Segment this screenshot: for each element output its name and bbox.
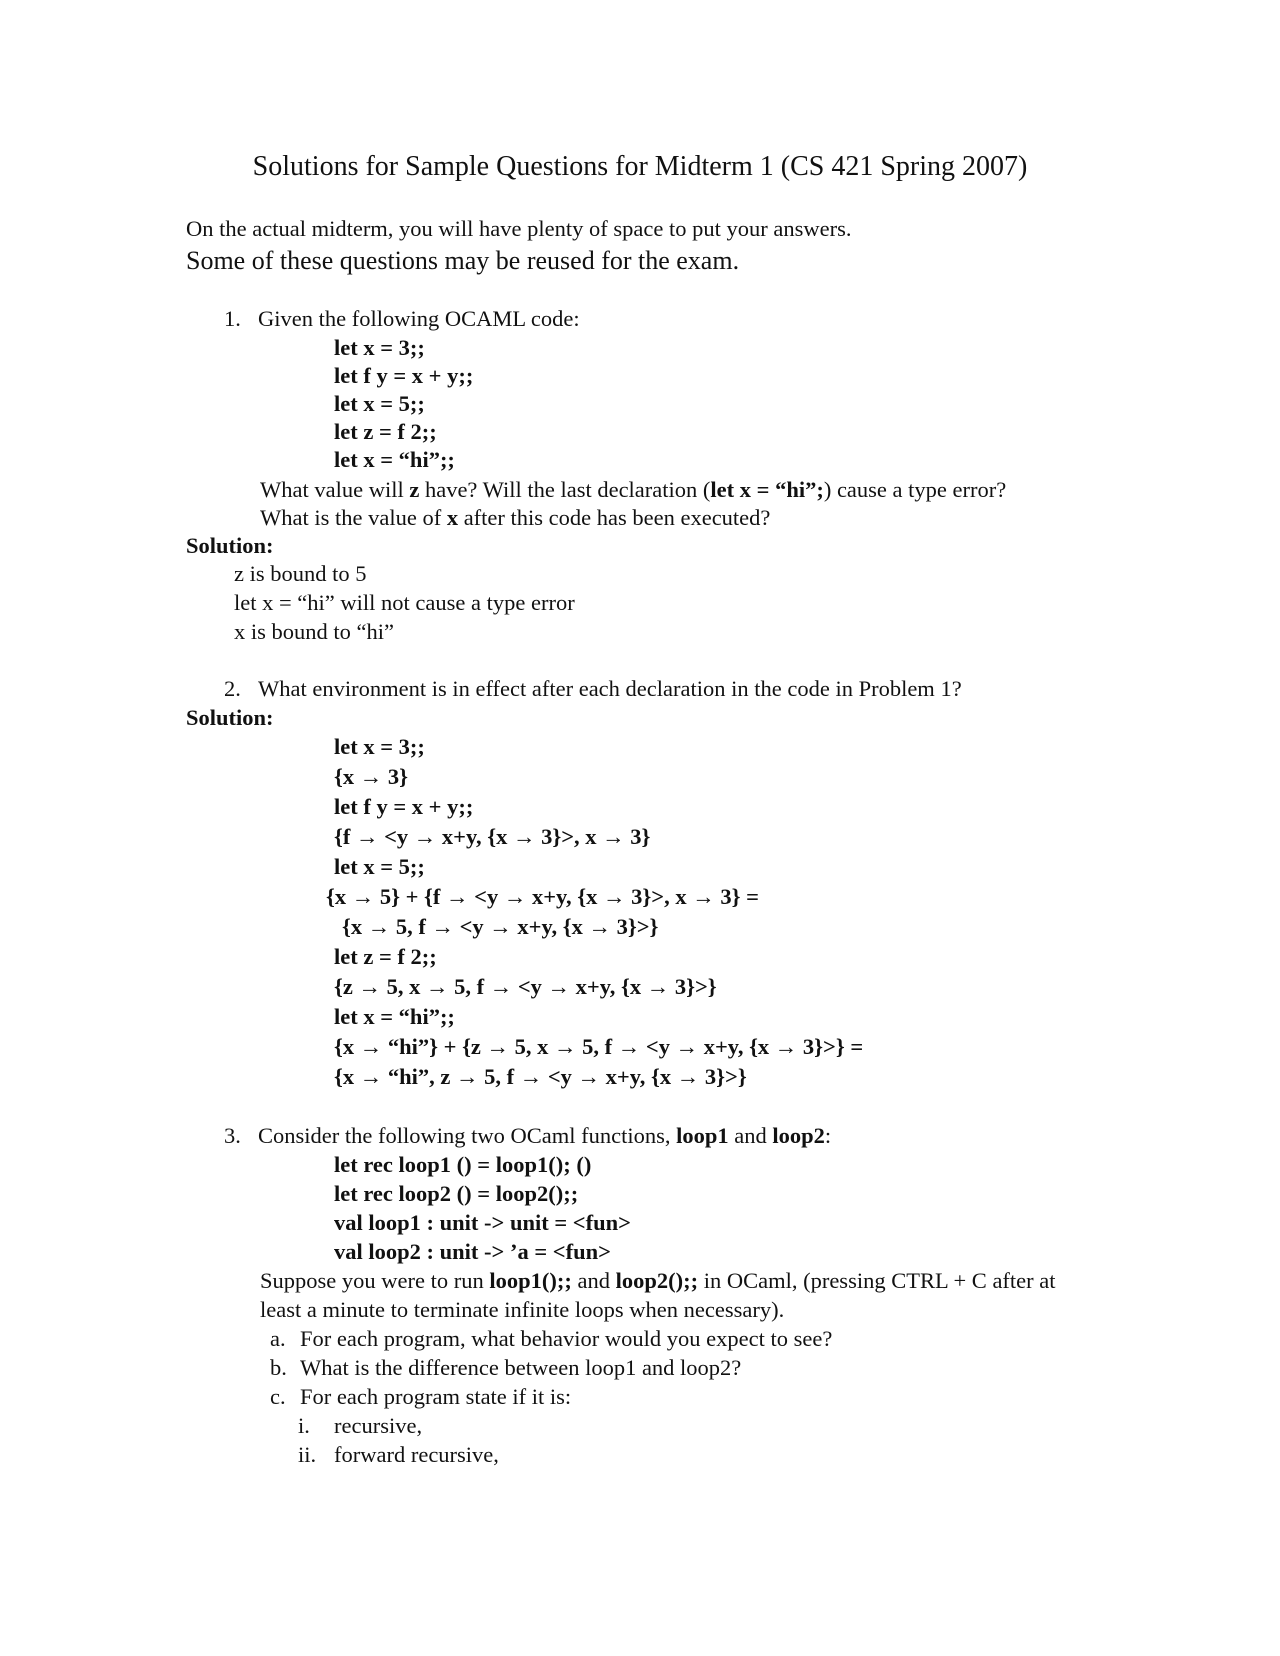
q2-env-line: let x = 3;; — [334, 734, 425, 759]
page-title: Solutions for Sample Questions for Midterm 1 (CS 421 Spring 2007) — [252, 151, 1028, 182]
q1-solution-label: Solution: — [186, 533, 274, 558]
q2-env-line: {x → 3} — [334, 764, 408, 789]
q2-solution-label: Solution: — [186, 705, 274, 730]
q3-part-item: c. For each program state if it is: — [270, 1384, 572, 1409]
question-2-number: 2. — [224, 676, 241, 701]
q3-code-line: val loop1 : unit -> unit = <fun> — [334, 1210, 631, 1235]
q3-code-line: let rec loop1 () = loop1(); () — [334, 1152, 592, 1177]
question-1-prompt-text: Given the following OCAML code: — [258, 306, 580, 331]
q3-subpart-item: i. recursive, — [298, 1413, 423, 1438]
q2-env-line: let x = “hi”;; — [334, 1004, 455, 1029]
q3-code-line: let rec loop2 () = loop2();; — [334, 1181, 579, 1206]
q2-env-line: {z → 5, x → 5, f → <y → x+y, {x → 3}>} — [334, 974, 717, 999]
q1-code-line: let x = 5;; — [334, 391, 425, 416]
intro-line-1: On the actual midterm, you will have plenty of space to put your answers. — [186, 216, 852, 241]
question-2-prompt — [224, 675, 962, 703]
q3-code-line: val loop2 : unit -> ’a = <fun> — [334, 1239, 611, 1264]
q1-code-line: let f y = x + y;; — [334, 363, 474, 388]
q2-env-line: {x → 5, f → <y → x+y, {x → 3}>} — [342, 914, 659, 939]
q2-env-line: let f y = x + y;; — [334, 794, 474, 819]
q3-part-item: b. What is the difference between loop1 and loop2? — [270, 1355, 742, 1380]
q3-subpart-item: ii. forward recursive, — [298, 1442, 499, 1467]
question-2-prompt-text: What environment is in effect after each declaration in the code in Problem 1? — [258, 676, 962, 701]
q1-code-line: let z = f 2;; — [334, 419, 437, 444]
intro-line-2: Some of these questions may be reused for the exam. — [186, 246, 740, 275]
q3-paragraph-line-1: Suppose you were to run loop1();; and loop2();; in OCaml, (pressing CTRL + C after at — [260, 1268, 1056, 1293]
question-1-number: 1. — [224, 306, 241, 331]
q2-env-line: let x = 5;; — [334, 854, 425, 879]
q1-answer-line: let x = “hi” will not cause a type error — [234, 590, 575, 615]
q1-answer-line: x is bound to “hi” — [234, 619, 394, 644]
q2-env-line: {f → <y → x+y, {x → 3}>, x → 3} — [334, 824, 651, 849]
q1-question-line-1: What value will z have? Will the last declaration (let x = “hi”;) cause a type error? — [260, 477, 1007, 502]
q2-env-line: let z = f 2;; — [334, 944, 437, 969]
q3-paragraph-line-2: least a minute to terminate infinite loops when necessary). — [260, 1297, 785, 1322]
question-1-prompt — [224, 305, 580, 333]
q1-answer-line: z is bound to 5 — [234, 561, 367, 586]
q2-env-line: {x → “hi”} + {z → 5, x → 5, f → <y → x+y, {x → 3}>} = — [334, 1034, 864, 1059]
q3-part-item: a. For each program, what behavior would you expect to see? — [270, 1326, 833, 1351]
question-3-number: 3. — [224, 1123, 241, 1148]
q1-code-line: let x = “hi”;; — [334, 447, 455, 472]
q2-env-line: {x → 5} + {f → <y → x+y, {x → 3}>, x → 3} = — [326, 884, 759, 909]
q1-code-line: let x = 3;; — [334, 335, 425, 360]
question-3-prompt: 3. Consider the following two OCaml functions, loop1 and loop2: — [224, 1123, 832, 1148]
q1-question-line-2: What is the value of x after this code has been executed? — [260, 505, 771, 530]
q2-env-line: {x → “hi”, z → 5, f → <y → x+y, {x → 3}>} — [334, 1064, 747, 1089]
